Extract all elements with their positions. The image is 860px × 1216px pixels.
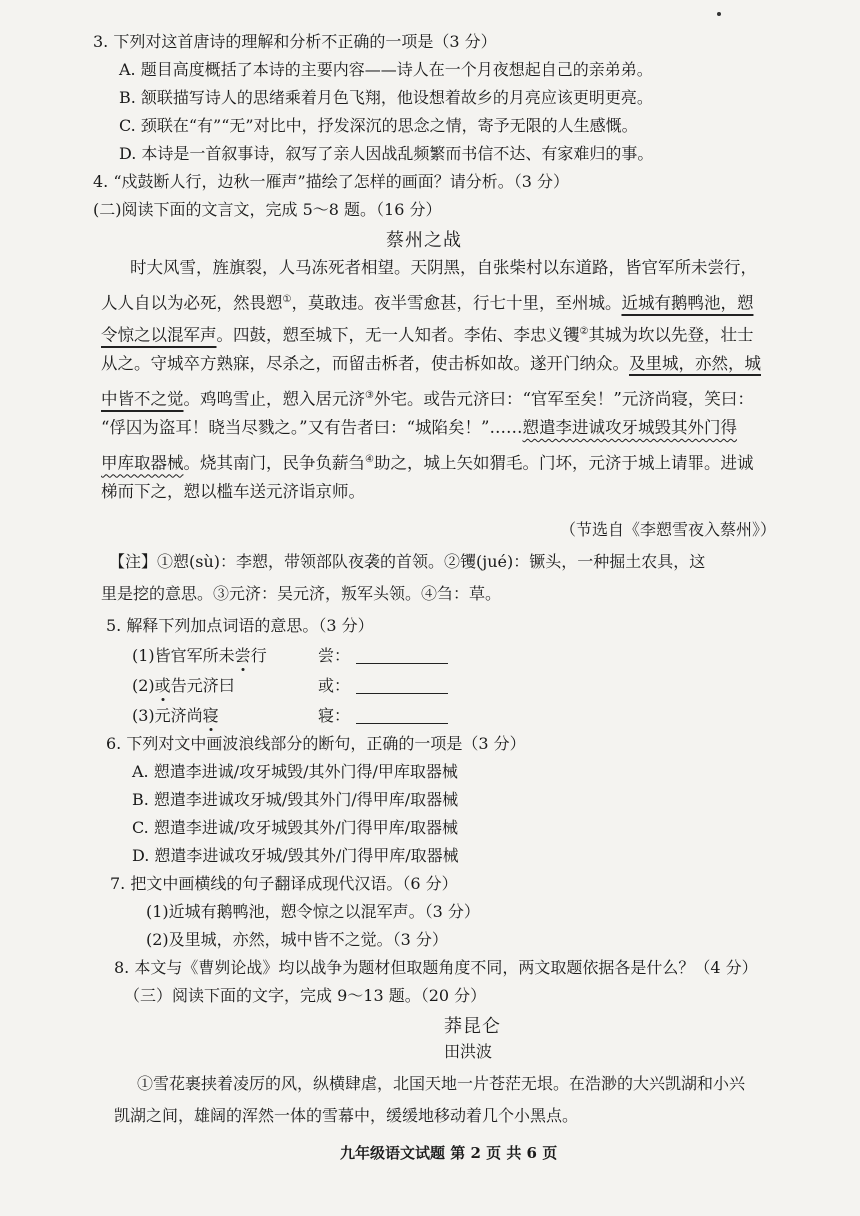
essay-title: 莽昆仑 bbox=[444, 1016, 501, 1037]
page-footer: 九年级语文试题 第 2 页 共 6 页 bbox=[340, 1144, 558, 1162]
essay-author: 田洪波 bbox=[444, 1042, 493, 1061]
paper-speck bbox=[717, 12, 721, 16]
passage-line-3 bbox=[101, 322, 753, 346]
answer-blank[interactable] bbox=[356, 709, 448, 724]
passage-text: “俘囚为盗耳！晓当尽戮之。”又有告者曰：“城陷矣！”…… bbox=[101, 418, 523, 437]
footnote-mark: ② bbox=[579, 326, 589, 337]
q5-item-1 bbox=[132, 646, 267, 666]
q4-stem: 4. “戍鼓断人行，边秋一雁声”描绘了怎样的画面？请分析。（3 分） bbox=[93, 172, 569, 191]
section-2-heading: (二)阅读下面的文言文，完成 5～8 题。（16 分） bbox=[93, 200, 442, 219]
section-3-heading: （三）阅读下面的文字，完成 9～13 题。（20 分） bbox=[124, 986, 487, 1005]
passage-text: 其城为坎以先登，壮士 bbox=[588, 325, 754, 345]
q5-stem: 5. 解释下列加点词语的意思。（3 分） bbox=[106, 616, 374, 635]
passage-text: 人人自以为必死，然畏愬 bbox=[101, 293, 283, 313]
q3-option-d: D. 本诗是一首叙事诗，叙写了亲人因战乱频繁而书信不达、有家难归的事。 bbox=[119, 144, 654, 163]
q3-stem: 3. 下列对这首唐诗的理解和分析不正确的一项是（3 分） bbox=[93, 32, 497, 51]
q6-option-b: B. 愬遣李进诚攻牙城/毁其外门/得甲库/取器械 bbox=[132, 790, 459, 809]
note-line-2: 里是挖的意思。③元济：吴元济，叛军头领。④刍：草。 bbox=[101, 584, 502, 603]
passage-text: 外宅。或告元济曰：“官军至矣！”元济尚寝，笑曰： bbox=[373, 389, 754, 409]
q6-option-d: D. 愬遣李进诚攻牙城/毁其外/门得甲库/取器械 bbox=[132, 846, 459, 865]
answer-blank[interactable] bbox=[356, 649, 448, 664]
essay-line-2: 凯湖之间，雄阔的浑然一体的雪幕中，缓缓地移动着几个小黑点。 bbox=[114, 1106, 579, 1125]
passage-text: 。烧其南门，民争负薪刍 bbox=[183, 453, 365, 473]
passage-line-5 bbox=[101, 386, 754, 410]
dotted-word: 寝 bbox=[202, 706, 219, 725]
passage-text: 。鸡鸣雪止，愬入居元济 bbox=[183, 389, 365, 409]
essay-line-1: ①雪花裹挟着凌厉的风，纵横肆虐，北国天地一片苍茫无垠。在浩渺的大兴凯湖和小兴 bbox=[137, 1074, 746, 1093]
q5-item-text: 告元济曰 bbox=[170, 676, 235, 695]
passage-text: 。四鼓，愬至城下，无一人知者。李佑、李忠义䦆 bbox=[216, 325, 580, 345]
passage-text: 从之。守城卒方熟寐，尽杀之，而留击柝者，使击柝如故。遂开门纳众。 bbox=[101, 354, 629, 373]
passage-text: 助之，城上矢如猬毛。门坏，元济于城上请罪。进诚 bbox=[373, 453, 754, 473]
passage-line-8: 梯而下之，愬以槛车送元济诣京师。 bbox=[101, 482, 365, 501]
note-line-1: 【注】①愬(sù)：李愬，带领部队夜袭的首领。②䦆(jué)：镢头，一种掘土农具，这 bbox=[109, 552, 706, 571]
answer-key-label: 或： bbox=[318, 676, 351, 695]
q6-stem: 6. 下列对文中画波浪线部分的断句，正确的一项是（3 分） bbox=[106, 734, 526, 753]
passage-line-6 bbox=[101, 418, 737, 438]
passage-source: （节选自《李愬雪夜入蔡州》） bbox=[560, 520, 777, 539]
passage-title: 蔡州之战 bbox=[386, 230, 462, 251]
passage-line-7 bbox=[101, 450, 753, 474]
q3-option-c: C. 颈联在“有”“无”对比中，抒发深沉的思念之情，寄予无限的人生感慨。 bbox=[119, 116, 638, 135]
q6-option-a: A. 愬遣李进诚/攻牙城毁/其外门得/甲库取器械 bbox=[132, 762, 458, 781]
footnote-mark: ① bbox=[282, 294, 292, 305]
footnote-mark: ④ bbox=[365, 454, 374, 465]
q5-answer-3 bbox=[318, 706, 448, 726]
q5-answer-2 bbox=[318, 676, 448, 696]
q3-option-a: A. 题目高度概括了本诗的主要内容——诗人在一个月夜想起自己的亲弟弟。 bbox=[119, 60, 653, 79]
q8-stem: 8. 本文与《曹刿论战》均以战争为题材但取题角度不同，两文取题依据各是什么？（4 分） bbox=[114, 958, 758, 977]
answer-key-label: 尝： bbox=[318, 646, 351, 665]
q6-option-c: C. 愬遣李进诚/攻牙城毁其外/门得甲库/取器械 bbox=[132, 818, 459, 837]
underlined-sentence-1b: 令惊之以混军声 bbox=[101, 325, 217, 345]
underlined-sentence-2b: 中皆不之觉 bbox=[101, 389, 184, 409]
wavy-underlined-sentence-b: 甲库取器械 bbox=[101, 453, 184, 473]
passage-line-2 bbox=[101, 290, 753, 314]
q7-stem: 7. 把文中画横线的句子翻译成现代汉语。（6 分） bbox=[110, 874, 458, 893]
wavy-underlined-sentence-a: 愬遣李进诚攻牙城毁其外门得 bbox=[522, 418, 737, 437]
q5-item-text: (1)皆官军所未 bbox=[132, 646, 235, 665]
dotted-word: 或 bbox=[154, 676, 171, 695]
underlined-sentence-2a: 及里城，亦然，城 bbox=[629, 354, 761, 373]
passage-line-1: 时大风雪，旌旗裂，人马冻死者相望。天阴黑，自张柴村以东道路，皆官军所未尝行， bbox=[130, 258, 757, 277]
q7-sentence-2: (2)及里城，亦然，城中皆不之觉。（3 分） bbox=[146, 930, 448, 949]
q5-answer-1 bbox=[318, 646, 448, 666]
q7-sentence-1: (1)近城有鹅鸭池，愬令惊之以混军声。（3 分） bbox=[146, 902, 480, 921]
underlined-sentence-1a: 近城有鹅鸭池，愬 bbox=[621, 293, 754, 313]
answer-key-label: 寝： bbox=[318, 706, 351, 725]
q5-item-3 bbox=[132, 706, 219, 726]
q5-item-2 bbox=[132, 676, 235, 696]
q5-item-text: (3)元济尚 bbox=[132, 706, 203, 725]
q3-option-b: B. 颔联描写诗人的思绪乘着月色飞翔，他设想着故乡的月亮应该更明更亮。 bbox=[119, 88, 653, 107]
dotted-word: 尝 bbox=[234, 646, 251, 665]
answer-blank[interactable] bbox=[356, 679, 448, 694]
q5-item-text: 行 bbox=[250, 646, 267, 665]
passage-line-4 bbox=[101, 354, 761, 374]
q5-item-text: (2) bbox=[132, 676, 155, 695]
footnote-mark: ③ bbox=[365, 390, 374, 401]
passage-text: ，莫敢违。夜半雪愈甚，行七十里，至州城。 bbox=[291, 293, 622, 313]
